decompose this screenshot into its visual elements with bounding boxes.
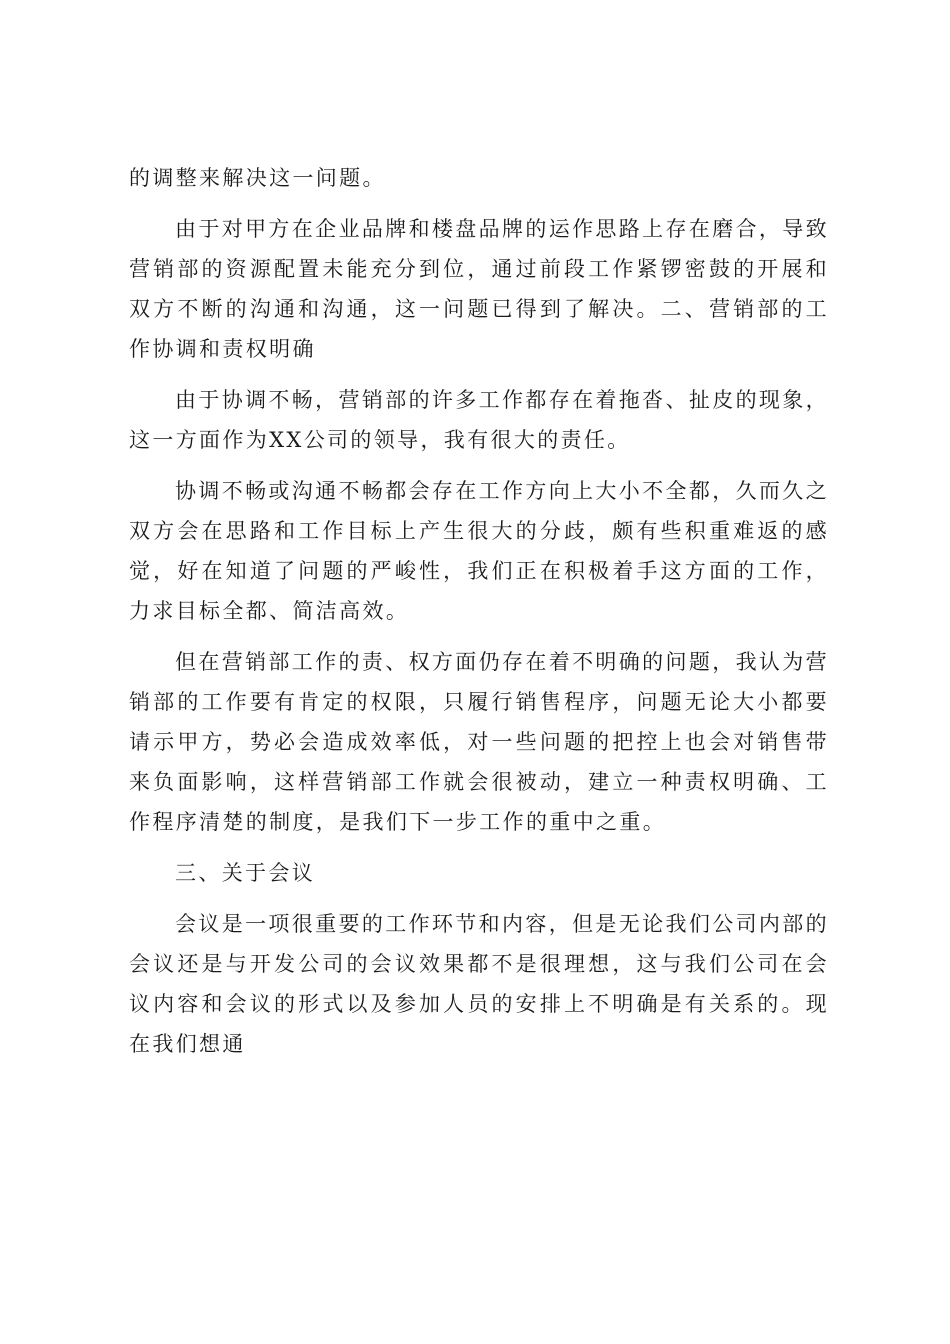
paragraph-coordination-issue: 由于协调不畅，营销部的许多工作都存在着拖沓、扯皮的现象，这一方面作为XX公司的领导，我有很大的责任。 — [129, 388, 829, 452]
section-heading-meetings: 三、关于会议 — [175, 861, 316, 885]
paragraph-brand-operation: 由于对甲方在企业品牌和楼盘品牌的运作思路上存在磨合，导致营销部的资源配置未能充分到位，通过前段工作紧锣密鼓的开展和双方不断的沟通和沟通，这一问题已得到了解决。二、营销部的工作协调和责权明确 — [129, 217, 829, 361]
paragraph-meetings: 会议是一项很重要的工作环节和内容，但是无论我们公司内部的会议还是与开发公司的会议效果都不是很理想，这与我们公司在会议内容和会议的形式以及参加人员的安排上不明确是有关系的。现在我们想通 — [129, 912, 829, 1056]
paragraph-authority-responsibility: 但在营销部工作的责、权方面仍存在着不明确的问题，我认为营销部的工作要有肯定的权限，只履行销售程序，问题无论大小都要请示甲方，势必会造成效率低，对一些问题的把控上也会对销售带来负面影响，这样营销部工作就会很被动，建立一种责权明确、工作程序清楚的制度，是我们下一步工作的重中之重。 — [129, 650, 829, 834]
paragraph-continuation: 的调整来解决这一问题。 — [129, 166, 386, 190]
paragraph-communication-divergence: 协调不畅或沟通不畅都会存在工作方向上大小不全都，久而久之双方会在思路和工作目标上产生很大的分歧，颇有些积重难返的感觉，好在知道了问题的严峻性，我们正在积极着手这方面的工作，力求目标全都、简洁高效。 — [129, 479, 829, 623]
document-body — [129, 158, 829, 1075]
